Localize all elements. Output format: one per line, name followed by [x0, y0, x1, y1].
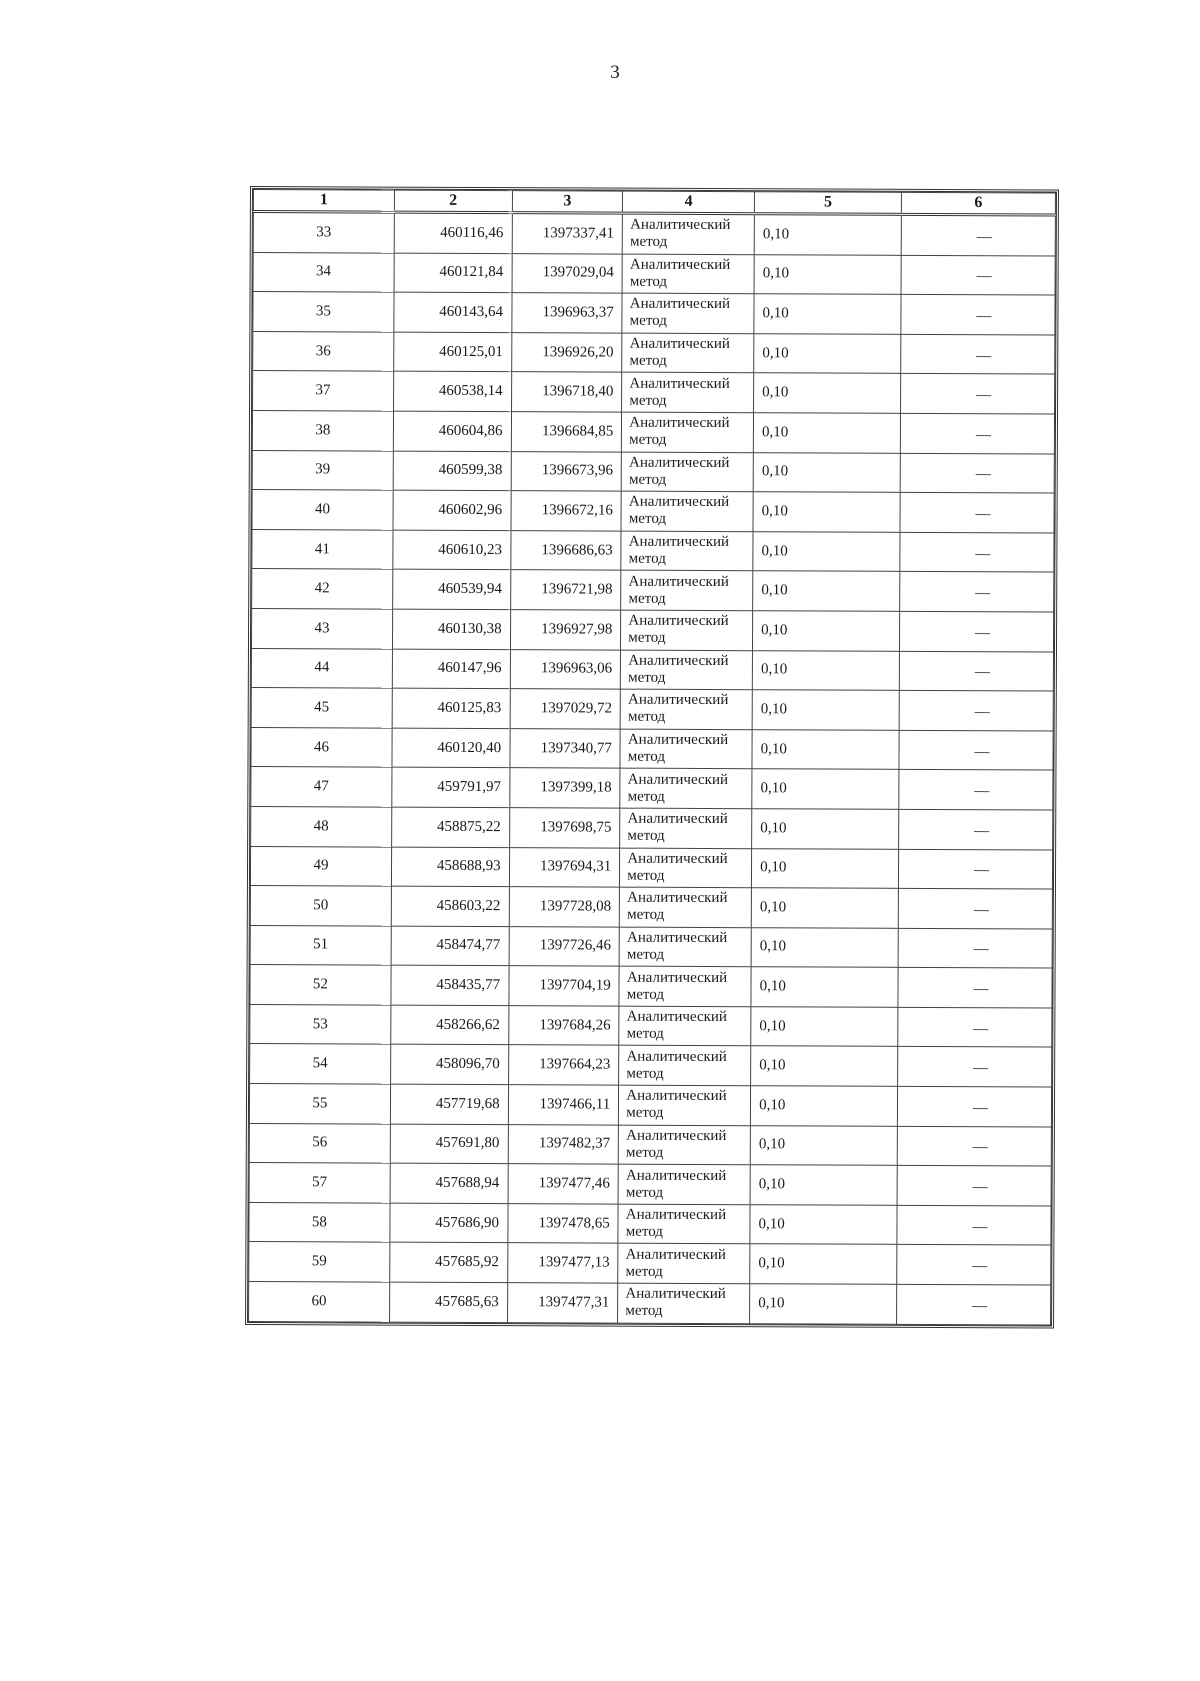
point-number-cell: 43 [251, 608, 392, 648]
y-coordinate-cell: 1397340,77 [510, 728, 621, 768]
method-line-1: Аналитический [628, 612, 729, 630]
point-number-cell: 39 [252, 450, 393, 490]
table-body [249, 212, 1056, 1325]
method-line-2: метод [629, 273, 668, 290]
method-line-2: метод [628, 629, 666, 647]
note-dash: — [973, 902, 989, 919]
point-number-cell: 50 [250, 886, 391, 926]
accuracy-cell: 0,10 [754, 214, 901, 255]
method-cell [621, 570, 753, 610]
y-coordinate-cell: 1396926,20 [511, 332, 622, 372]
point-number-cell: 44 [251, 648, 392, 688]
method-line-1: Аналитический [625, 1285, 726, 1303]
note-cell [899, 730, 1053, 770]
method-line-1: Аналитический [627, 771, 729, 788]
method-cell [619, 966, 751, 1006]
note-dash: — [975, 585, 991, 602]
note-dash: — [975, 545, 991, 562]
x-coordinate-cell: 460602,96 [393, 490, 511, 530]
method-line-2: метод [626, 1105, 664, 1122]
note-cell [901, 255, 1055, 295]
method-line-2: метод [626, 986, 665, 1003]
table-row [251, 767, 1053, 810]
table-row [252, 410, 1054, 453]
column-header-2: 2 [394, 190, 512, 213]
x-coordinate-cell: 458875,22 [391, 807, 509, 847]
column-header-1: 1 [253, 190, 394, 213]
table-row [253, 252, 1055, 295]
method-cell [621, 610, 753, 650]
method-line-1: Аналитический [629, 335, 730, 353]
point-number-cell: 33 [253, 212, 394, 253]
note-cell [901, 214, 1055, 255]
note-cell [901, 374, 1055, 414]
note-dash: — [976, 268, 992, 285]
method-line-1: Аналитический [625, 1206, 727, 1224]
method-cell [621, 531, 753, 571]
method-line-1: Аналитический [626, 1127, 727, 1145]
accuracy-cell: 0,10 [752, 650, 899, 690]
x-coordinate-cell: 458096,70 [390, 1045, 508, 1085]
table-row [252, 450, 1054, 493]
method-cell [620, 887, 752, 927]
table-row [250, 886, 1052, 929]
point-number-cell: 36 [253, 331, 394, 371]
accuracy-cell: 0,10 [754, 373, 901, 413]
method-cell [621, 491, 753, 531]
method-line-2: метод [629, 313, 667, 330]
table-row [253, 212, 1055, 256]
x-coordinate-cell: 460147,96 [392, 649, 510, 689]
method-cell [620, 729, 752, 769]
note-cell [897, 1205, 1051, 1245]
note-dash: — [974, 664, 990, 681]
note-cell [899, 651, 1053, 691]
note-dash: — [973, 862, 990, 879]
note-dash: — [973, 1060, 989, 1077]
y-coordinate-cell: 1397664,23 [508, 1045, 619, 1085]
y-coordinate-cell: 1397477,13 [507, 1243, 618, 1283]
accuracy-cell: 0,10 [754, 294, 901, 334]
method-line-1: Аналитический [626, 1048, 727, 1065]
note-cell [900, 572, 1054, 612]
x-coordinate-cell: 457686,90 [390, 1203, 508, 1243]
point-number-cell: 38 [252, 410, 393, 450]
method-cell [618, 1204, 750, 1244]
accuracy-cell: 0,10 [750, 1284, 897, 1324]
method-line-2: метод [627, 907, 665, 924]
method-line-2: метод [626, 946, 665, 963]
x-coordinate-cell: 460599,38 [393, 451, 511, 491]
note-dash: — [972, 1258, 988, 1275]
y-coordinate-cell: 1397337,41 [512, 213, 623, 254]
y-coordinate-cell: 1396684,85 [511, 412, 622, 452]
method-line-2: метод [625, 1223, 663, 1240]
note-dash: — [976, 228, 992, 246]
x-coordinate-cell: 457691,80 [390, 1124, 508, 1164]
accuracy-cell: 0,10 [750, 1244, 897, 1284]
point-number-cell: 45 [251, 688, 392, 728]
method-line-1: Аналитический [629, 454, 730, 471]
y-coordinate-cell: 1397029,04 [512, 253, 623, 293]
method-cell [620, 808, 752, 848]
x-coordinate-cell: 457719,68 [390, 1084, 508, 1124]
method-line-1: Аналитический [627, 890, 728, 907]
method-cell [620, 689, 752, 729]
note-cell [899, 809, 1053, 849]
note-cell [897, 1166, 1051, 1206]
method-line-1: Аналитический [625, 1246, 726, 1263]
method-line-1: Аналитический [626, 929, 728, 947]
note-dash: — [973, 981, 989, 998]
method-line-2: метод [628, 511, 667, 528]
table-row [250, 1044, 1052, 1087]
method-line-2: метод [625, 1184, 664, 1201]
accuracy-cell: 0,10 [753, 413, 900, 453]
method-line-2: метод [625, 1263, 663, 1280]
method-cell [619, 927, 751, 967]
method-line-2: метод [628, 669, 666, 686]
method-cell [619, 1046, 751, 1086]
accuracy-cell: 0,10 [750, 1086, 897, 1126]
x-coordinate-cell: 458688,93 [391, 847, 509, 887]
method-cell [620, 848, 752, 888]
column-header-5: 5 [754, 192, 901, 215]
note-cell [900, 532, 1054, 572]
point-number-cell: 58 [249, 1202, 390, 1242]
note-cell [898, 1007, 1052, 1047]
y-coordinate-cell: 1397482,37 [508, 1124, 619, 1164]
method-line-2: метод [629, 392, 667, 409]
y-coordinate-cell: 1397399,18 [509, 768, 620, 808]
x-coordinate-cell: 458603,22 [391, 886, 509, 926]
accuracy-cell: 0,10 [751, 1046, 898, 1086]
method-line-2: метод [628, 471, 667, 488]
point-number-cell: 51 [250, 925, 391, 965]
method-line-1: Аналитический [629, 256, 731, 273]
note-cell [900, 413, 1054, 453]
note-cell [900, 492, 1054, 532]
method-cell [619, 1085, 751, 1125]
method-line-1: Аналитический [629, 414, 730, 432]
method-cell [620, 768, 752, 808]
table-row [253, 371, 1055, 414]
point-number-cell: 48 [251, 806, 392, 846]
method-line-2: метод [627, 827, 665, 845]
method-cell [621, 452, 753, 492]
note-cell [898, 928, 1052, 968]
method-line-1: Аналитический [626, 1088, 727, 1105]
accuracy-cell: 0,10 [753, 571, 900, 611]
note-dash: — [975, 426, 991, 444]
point-number-cell: 52 [250, 965, 391, 1005]
table-row [249, 1163, 1051, 1206]
accuracy-cell: 0,10 [754, 333, 901, 373]
y-coordinate-cell: 1396927,98 [510, 610, 621, 650]
method-line-1: Аналитический [628, 692, 729, 709]
y-coordinate-cell: 1397477,31 [507, 1283, 618, 1323]
note-cell [898, 968, 1052, 1008]
point-number-cell: 49 [250, 846, 391, 886]
x-coordinate-cell: 460125,01 [394, 332, 512, 372]
method-line-2: метод [627, 709, 666, 726]
point-number-cell: 46 [251, 727, 392, 767]
column-header-4: 4 [623, 191, 755, 214]
method-cell [618, 1244, 750, 1284]
note-dash: — [975, 466, 991, 483]
coordinates-table-frame [245, 186, 1059, 1328]
method-cell [622, 293, 754, 333]
accuracy-cell: 0,10 [752, 769, 899, 809]
method-cell [622, 412, 754, 452]
y-coordinate-cell: 1397728,08 [509, 887, 620, 927]
coordinates-table [248, 189, 1056, 1325]
y-coordinate-cell: 1397704,19 [509, 966, 620, 1006]
x-coordinate-cell: 458474,77 [391, 926, 509, 966]
accuracy-cell: 0,10 [750, 1205, 897, 1245]
point-number-cell: 37 [253, 371, 394, 411]
table-row [249, 1202, 1051, 1245]
page-number: 3 [610, 62, 620, 83]
point-number-cell: 34 [253, 252, 394, 292]
x-coordinate-cell: 458266,62 [391, 1005, 509, 1045]
accuracy-cell: 0,10 [752, 729, 899, 769]
note-dash: — [972, 1100, 989, 1117]
method-line-1: Аналитический [628, 573, 729, 590]
accuracy-cell: 0,10 [752, 690, 899, 730]
note-cell [898, 849, 1052, 889]
note-dash: — [974, 822, 990, 839]
note-dash: — [975, 506, 991, 523]
method-cell [622, 333, 754, 373]
table-row [250, 925, 1052, 968]
table-row [252, 529, 1054, 572]
table-row [250, 1004, 1052, 1047]
x-coordinate-cell: 460143,64 [394, 292, 512, 332]
table-row [251, 727, 1053, 770]
method-line-2: метод [626, 1144, 664, 1161]
note-dash: — [976, 387, 992, 404]
point-number-cell: 47 [251, 767, 392, 807]
method-cell [618, 1164, 750, 1204]
y-coordinate-cell: 1397466,11 [508, 1085, 619, 1125]
table-row [250, 846, 1052, 889]
point-number-cell: 41 [252, 529, 393, 569]
point-number-cell: 42 [252, 569, 393, 609]
y-coordinate-cell: 1397477,46 [508, 1164, 619, 1204]
table-row [253, 331, 1055, 374]
note-dash: — [972, 1139, 988, 1156]
method-cell [622, 372, 754, 412]
y-coordinate-cell: 1397684,26 [508, 1006, 619, 1046]
point-number-cell: 60 [249, 1282, 390, 1322]
y-coordinate-cell: 1397726,46 [509, 926, 620, 966]
accuracy-cell: 0,10 [753, 611, 900, 651]
method-line-1: Аналитический [628, 533, 730, 551]
point-number-cell: 53 [250, 1004, 391, 1044]
accuracy-cell: 0,10 [752, 809, 899, 849]
method-line-2: метод [629, 352, 667, 369]
y-coordinate-cell: 1397694,31 [509, 847, 620, 887]
point-number-cell: 56 [249, 1123, 390, 1163]
method-line-1: Аналитический [629, 375, 730, 392]
method-line-1: Аналитический [626, 969, 728, 986]
method-line-2: метод [625, 1302, 663, 1320]
accuracy-cell: 0,10 [753, 492, 900, 532]
method-line-2: метод [627, 748, 666, 765]
note-dash: — [974, 783, 990, 800]
table-row [253, 292, 1055, 335]
method-line-2: метод [629, 431, 667, 449]
table-row [249, 1123, 1051, 1166]
method-line-2: метод [627, 788, 665, 805]
method-cell [619, 1125, 751, 1165]
table-row [251, 608, 1053, 651]
method-line-2: метод [628, 550, 666, 567]
x-coordinate-cell: 460120,40 [392, 728, 510, 768]
note-cell [900, 453, 1054, 493]
note-cell [899, 770, 1053, 810]
table-row [252, 490, 1054, 533]
method-line-1: Аналитический [630, 216, 731, 234]
x-coordinate-cell: 460121,84 [394, 253, 512, 293]
accuracy-cell: 0,10 [753, 531, 900, 571]
x-coordinate-cell: 460125,83 [392, 688, 510, 728]
note-cell [898, 888, 1052, 928]
y-coordinate-cell: 1397698,75 [509, 808, 620, 848]
y-coordinate-cell: 1396963,37 [511, 293, 622, 333]
method-line-1: Аналитический [629, 296, 731, 313]
method-line-2: метод [627, 867, 665, 884]
method-line-1: Аналитический [627, 731, 729, 749]
note-dash: — [973, 941, 989, 958]
x-coordinate-cell: 460604,86 [393, 411, 511, 451]
note-cell [898, 1047, 1052, 1087]
y-coordinate-cell: 1396686,63 [510, 530, 621, 570]
x-coordinate-cell: 457685,92 [390, 1243, 508, 1283]
y-coordinate-cell: 1396673,96 [511, 451, 622, 491]
x-coordinate-cell: 460538,14 [393, 372, 511, 412]
accuracy-cell: 0,10 [752, 848, 899, 888]
note-cell [897, 1086, 1051, 1126]
table-row [250, 965, 1052, 1008]
x-coordinate-cell: 460116,46 [394, 212, 512, 253]
method-line-1: Аналитический [625, 1167, 727, 1184]
note-dash: — [972, 1179, 988, 1196]
y-coordinate-cell: 1396963,06 [510, 649, 621, 689]
method-line-1: Аналитический [628, 652, 729, 669]
x-coordinate-cell: 460610,23 [393, 530, 511, 570]
note-dash: — [975, 624, 991, 641]
accuracy-cell: 0,10 [753, 452, 900, 492]
note-dash: — [972, 1297, 988, 1315]
x-coordinate-cell: 457688,94 [390, 1163, 508, 1203]
method-cell [618, 1283, 750, 1323]
method-cell [621, 650, 753, 690]
point-number-cell: 40 [252, 490, 393, 530]
table-row [251, 648, 1053, 691]
method-cell [619, 1006, 751, 1046]
accuracy-cell: 0,10 [751, 967, 898, 1007]
accuracy-cell: 0,10 [751, 1007, 898, 1047]
point-number-cell: 35 [253, 292, 394, 332]
point-number-cell: 57 [249, 1163, 390, 1203]
note-cell [897, 1284, 1051, 1324]
y-coordinate-cell: 1396672,16 [511, 491, 622, 531]
note-cell [897, 1245, 1051, 1285]
note-cell [897, 1126, 1051, 1166]
point-number-cell: 59 [249, 1242, 390, 1282]
accuracy-cell: 0,10 [751, 927, 898, 967]
method-cell [622, 213, 754, 254]
table-row [251, 806, 1053, 849]
method-cell [622, 254, 754, 294]
accuracy-cell: 0,10 [751, 888, 898, 928]
method-line-1: Аналитический [628, 494, 730, 511]
table-row [249, 1084, 1051, 1127]
x-coordinate-cell: 459791,97 [392, 767, 510, 807]
note-cell [901, 295, 1055, 335]
method-line-2: метод [626, 1065, 664, 1082]
note-dash: — [976, 308, 992, 325]
method-line-2: метод [630, 233, 668, 251]
table-row [249, 1282, 1051, 1325]
note-dash: — [972, 1218, 988, 1235]
point-number-cell: 54 [250, 1044, 391, 1084]
accuracy-cell: 0,10 [750, 1125, 897, 1165]
y-coordinate-cell: 1397029,72 [510, 689, 621, 729]
x-coordinate-cell: 458435,77 [391, 965, 509, 1005]
method-line-1: Аналитический [626, 1008, 728, 1026]
x-coordinate-cell: 460539,94 [393, 569, 511, 609]
note-dash: — [976, 347, 992, 364]
note-dash: — [974, 704, 990, 721]
x-coordinate-cell: 457685,63 [389, 1282, 507, 1322]
column-header-6: 6 [901, 192, 1055, 215]
note-cell [899, 611, 1053, 651]
table-row [252, 569, 1054, 612]
accuracy-cell: 0,10 [750, 1165, 897, 1205]
x-coordinate-cell: 460130,38 [392, 609, 510, 649]
y-coordinate-cell: 1396718,40 [511, 372, 622, 412]
note-dash: — [973, 1020, 989, 1037]
note-cell [899, 690, 1053, 730]
note-dash: — [974, 743, 990, 760]
method-line-2: метод [626, 1025, 664, 1042]
note-cell [901, 334, 1055, 374]
point-number-cell: 55 [249, 1084, 390, 1124]
column-header-3: 3 [512, 191, 623, 213]
accuracy-cell: 0,10 [754, 254, 901, 294]
method-line-1: Аналитический [627, 810, 728, 828]
method-line-2: метод [628, 590, 666, 607]
table-row [249, 1242, 1051, 1285]
method-line-1: Аналитический [627, 850, 728, 867]
y-coordinate-cell: 1397478,65 [507, 1203, 618, 1243]
y-coordinate-cell: 1396721,98 [510, 570, 621, 610]
table-row [251, 688, 1053, 731]
